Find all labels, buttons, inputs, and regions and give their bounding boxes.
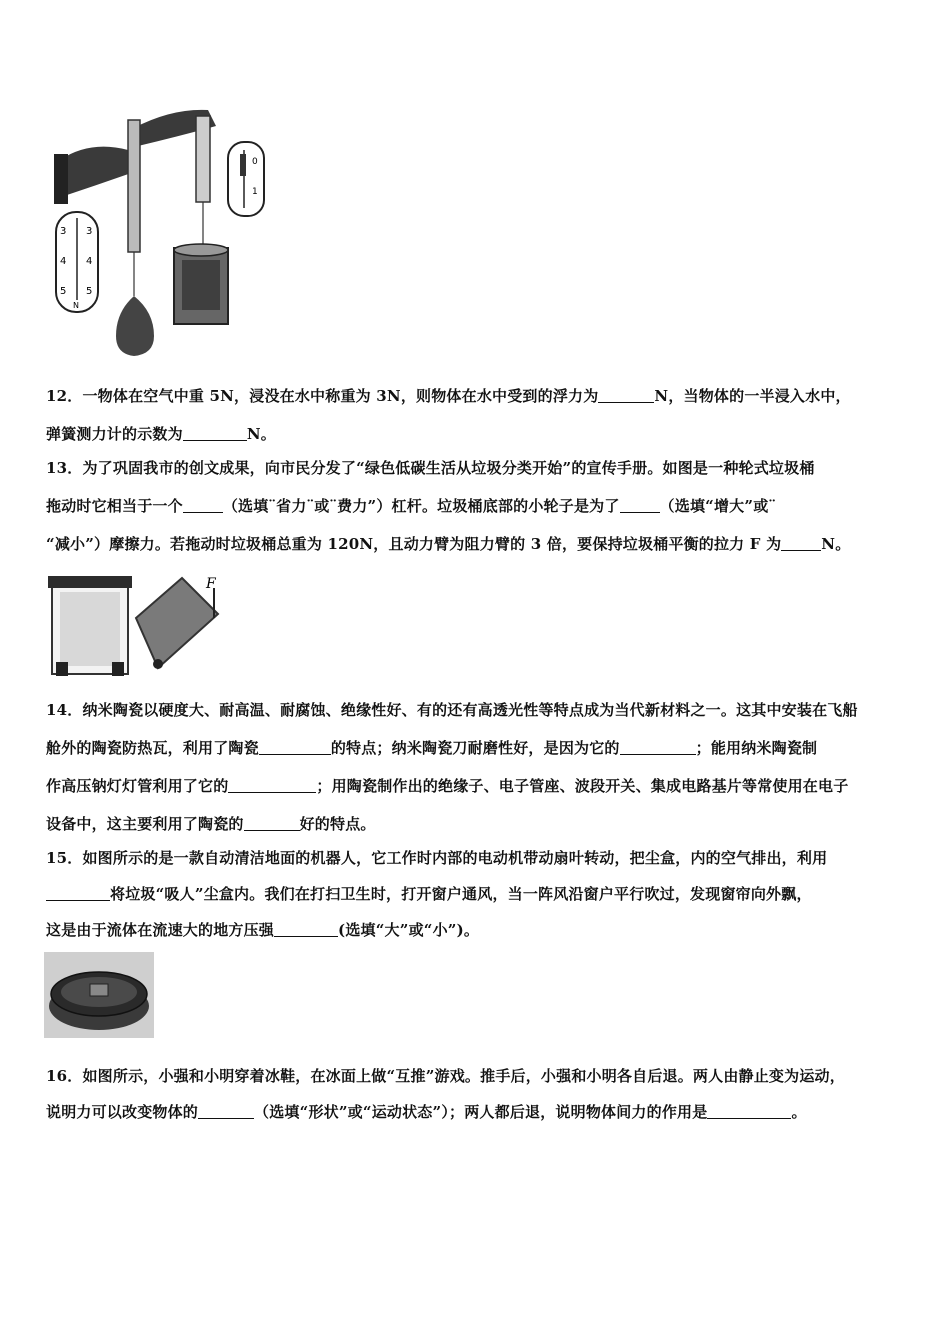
q13-text-3a: “减小”）摩擦力。若拖动时垃圾桶总重为 120N，且动力臂为阻力臂的 3 倍，要保持垃圾桶平衡的拉力 F 为	[46, 535, 782, 553]
q13-blank-2[interactable]	[620, 497, 660, 513]
q15-line-1	[46, 848, 920, 868]
q15-text-3a: 这是由于流体在流速大的地方压强	[46, 921, 275, 939]
q16-line-1	[46, 1066, 920, 1086]
q15-blank-1[interactable]	[46, 885, 110, 901]
q13-text-2a: 拖动时它相当于一个	[46, 497, 183, 515]
q14-blank-4[interactable]	[244, 815, 300, 831]
trash-bin-figure	[46, 574, 224, 678]
scale-unit-label: N	[73, 301, 79, 310]
q15-line-3	[46, 920, 920, 940]
scale-label-4-left: 4	[60, 256, 67, 267]
q15-text-2b: 将垃圾“吸人”尘盒内。我们在打扫卫生时，打开窗户通风，当一阵风沿窗户平行吹过，发现窗帘向外飘，	[110, 885, 812, 903]
q13-text-2c: （选填“增大”或¨	[659, 497, 777, 515]
q16-text-2b: （选填“形状”或“运动状态”）；两人都后退，说明物体间力的作用是	[254, 1103, 708, 1121]
q16-text-2c: 。	[791, 1103, 807, 1121]
scale-label-3-left: 3	[60, 226, 67, 237]
q16-text-1: 16．如图所示，小强和小明穿着冰鞋，在冰面上做“互推”游戏。推手后，小强和小明各自后退。两人由静止变为运动，	[46, 1067, 845, 1085]
q14-line-4	[46, 814, 920, 834]
small-scale-1: 1	[252, 187, 258, 197]
scale-label-3-right: 3	[86, 226, 93, 237]
scale-label-5-left: 5	[60, 286, 67, 297]
q12-blank-1[interactable]	[598, 387, 654, 403]
q14-text-2c: ；能用纳米陶瓷制	[695, 739, 818, 757]
q15-line-2	[46, 884, 920, 904]
scale-label-5-right: 5	[86, 286, 93, 297]
q16-text-2a: 说明力可以改变物体的	[46, 1103, 199, 1121]
q13-text-3b: N。	[821, 535, 851, 553]
q13-blank-3[interactable]	[781, 535, 821, 551]
q14-text-2b: 的特点；纳米陶瓷刀耐磨性好，是因为它的	[330, 739, 620, 757]
q16-blank-1[interactable]	[198, 1103, 254, 1119]
spring-balance-figure	[50, 100, 280, 362]
q14-text-2a: 舱外的陶瓷防热瓦，利用了陶瓷	[46, 739, 259, 757]
q13-blank-1[interactable]	[183, 497, 223, 513]
q12-text-2a: 弹簧测力计的示数为	[46, 425, 183, 443]
q12-text-1b: N，当物体的一半浸入水中，	[654, 387, 851, 405]
cleaning-robot-figure	[44, 952, 154, 1038]
q14-text-4a: 设备中，这主要利用了陶瓷的	[46, 815, 244, 833]
q12-text-1a: 12．一物体在空气中重 5N，浸没在水中称重为 3N，则物体在水中受到的浮力为	[46, 387, 599, 405]
q13-text-1: 13．为了巩固我市的创文成果，向市民分发了“绿色低碳生活从垃圾分类开始”的宣传手册。如图是一种轮式垃圾桶	[46, 459, 815, 477]
q14-text-4b: 好的特点。	[299, 815, 376, 833]
q15-text-1: 15．如图所示的是一款自动清洁地面的机器人，它工作时内部的电动机带动扇叶转动，把尘盒，内的空气排出，利用	[46, 849, 828, 867]
q12-blank-2[interactable]	[183, 425, 247, 441]
q16-line-2	[46, 1102, 920, 1122]
q15-text-3b: (选填“大”或“小”)。	[338, 921, 480, 939]
q14-line-2	[46, 738, 920, 758]
q14-line-3	[46, 776, 920, 796]
q14-text-3a: 作高压钠灯灯管利用了它的	[46, 777, 229, 795]
q14-blank-2[interactable]	[620, 739, 696, 755]
q14-text-1: 14．纳米陶瓷以硬度大、耐高温、耐腐蚀、绝缘性好、有的还有高透光性等特点成为当代新材料之一。这其中安装在飞船	[46, 701, 858, 719]
q13-line-1	[46, 458, 920, 478]
q13-text-2b: （选填¨省力¨或¨费力”）杠杆。垃圾桶底部的小轮子是为了	[222, 497, 620, 515]
scale-label-4-right: 4	[86, 256, 93, 267]
q14-blank-3[interactable]	[228, 777, 316, 793]
q13-line-3	[46, 534, 920, 554]
q14-blank-1[interactable]	[259, 739, 331, 755]
q12-line-1	[46, 386, 920, 406]
q14-line-1	[46, 700, 920, 720]
small-scale-0: 0	[252, 157, 258, 167]
q12-line-2	[46, 424, 920, 444]
q15-blank-2[interactable]	[274, 921, 338, 937]
q13-line-2	[46, 496, 920, 516]
q16-blank-2[interactable]	[707, 1103, 791, 1119]
force-label-f: F	[206, 576, 216, 592]
q14-text-3b: ；用陶瓷制作出的绝缘子、电子管座、波段开关、集成电路基片等常使用在电子	[316, 777, 849, 795]
q12-text-2b: N。	[246, 425, 276, 443]
